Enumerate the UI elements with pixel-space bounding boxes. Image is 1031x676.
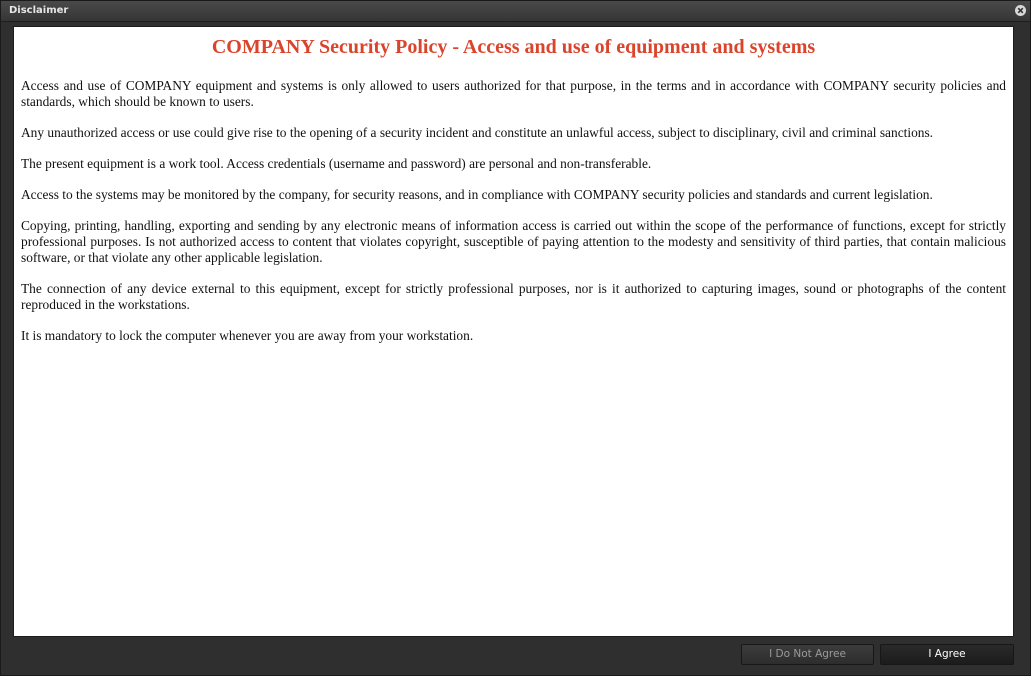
disclaimer-heading: COMPANY Security Policy - Access and use of equipment and systems bbox=[211, 36, 816, 58]
disclaimer-content bbox=[13, 26, 1014, 637]
button-bar bbox=[1, 638, 1030, 675]
disclaimer-paragraph: Any unauthorized access or use could give rise to the opening of a security incident and constitute an unlawful access, subject to disciplinary, civil and criminal sanctions. bbox=[21, 125, 934, 140]
disclaimer-paragraph: It is mandatory to lock the computer whenever you are away from your workstation. bbox=[21, 328, 474, 343]
disclaimer-paragraph: The connection of any device external to this equipment, except for strictly professional purposes, nor is it authorized to capturing images, sound or photographs of the content reproduced in the workstations. bbox=[21, 281, 1006, 312]
close-icon[interactable] bbox=[1015, 5, 1026, 16]
title-bar[interactable] bbox=[1, 1, 1030, 22]
disagree-button[interactable]: I Do Not Agree bbox=[741, 644, 874, 665]
disclaimer-paragraph: Access to the systems may be monitored by the company, for security reasons, and in compliance with COMPANY security policies and standards and current legislation. bbox=[21, 187, 933, 202]
disclaimer-paragraph: Access and use of COMPANY equipment and systems is only allowed to users authorized for that purpose, in the terms and in accordance with COMPANY security policies and standards, which should be known to users. bbox=[21, 78, 1006, 109]
window-title: Disclaimer bbox=[9, 5, 69, 16]
disclaimer-paragraph: Copying, printing, handling, exporting and sending by any electronic means of information access is carried out within the scope of the performance of functions, except for strictly professional purposes. Is not authorized access to content that violates copyright, susceptible of paying attention to the modesty and sensitivity of third parties, that contain malicious software, or that violate any other applicable legislation. bbox=[21, 218, 1006, 265]
agree-button[interactable]: I Agree bbox=[880, 644, 1014, 665]
disclaimer-paragraph: The present equipment is a work tool. Access credentials (username and password) are personal and non-transferable. bbox=[21, 156, 652, 171]
